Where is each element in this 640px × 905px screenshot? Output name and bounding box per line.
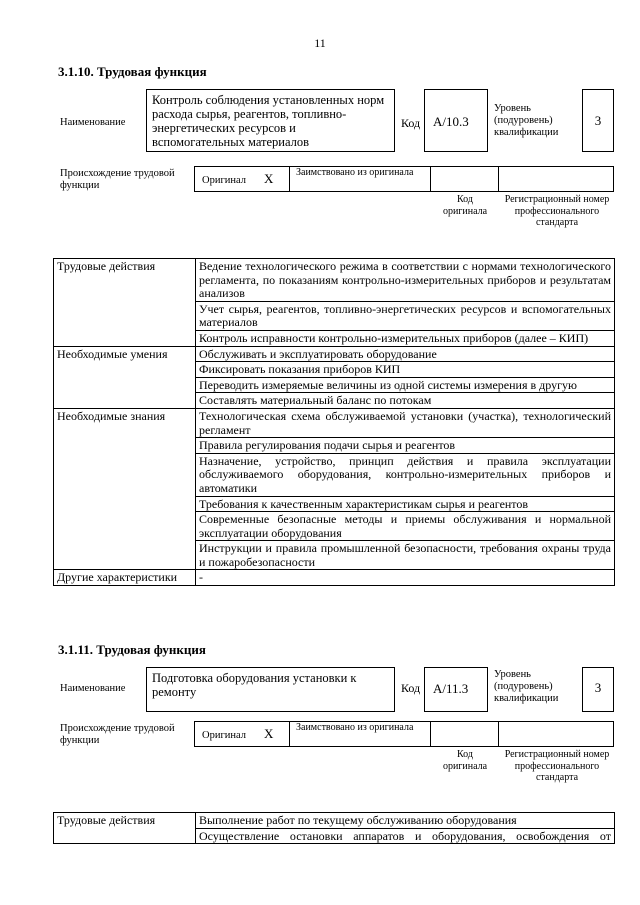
- function-table-3-1-10: [53, 258, 615, 586]
- original-mark: X: [264, 171, 274, 186]
- registration-number-label: Регистрационный номер профессионального стандарта: [504, 749, 610, 783]
- function-table-3-1-11: [53, 812, 615, 844]
- table-cell: Составлять материальный баланс по потокам: [196, 393, 615, 409]
- table-cell: Выполнение работ по текущему обслуживанию оборудования: [196, 813, 615, 829]
- level-value: 3: [594, 680, 602, 695]
- original-code-label: Код оригинала: [442, 749, 488, 772]
- origin-divider: [289, 721, 290, 747]
- original-label: Оригинал: [202, 730, 246, 741]
- category-cell: Трудовые действия: [54, 259, 196, 347]
- table-row: [54, 813, 615, 829]
- table-cell: Осуществление остановки аппаратов и оборудования, освобождения от: [196, 828, 615, 844]
- borrowed-label: Заимствовано из оригинала: [296, 167, 414, 178]
- table-row: [54, 570, 615, 586]
- name-label: Наименование: [60, 683, 126, 694]
- origin-divider: [430, 166, 431, 192]
- section-heading-3-1-11: 3.1.11. Трудовая функция: [58, 642, 206, 657]
- table-cell: Требования к качественным характеристикам сырья и реагентов: [196, 496, 615, 512]
- table-cell: Современные безопасные методы и приемы обслуживания и нормальной эксплуатации оборудования: [196, 512, 615, 541]
- category-cell: Необходимые умения: [54, 346, 196, 408]
- level-value: 3: [594, 113, 602, 128]
- table-cell: Ведение технологического режима в соответствии с нормами технологического регламента, по показаниям контрольно-измерительных приборов и результатам анализов: [196, 259, 615, 302]
- category-cell: Другие характеристики: [54, 570, 196, 586]
- qualification-level-label: Уровень (подуровень) квалификации: [494, 669, 559, 704]
- table-cell: -: [196, 570, 615, 586]
- origin-label: Происхождение трудовой функции: [60, 723, 175, 746]
- table-cell: Обслуживать и эксплуатировать оборудование: [196, 346, 615, 362]
- code-value: А/10.3: [433, 114, 469, 129]
- table-cell: Учет сырья, реагентов, топливно-энергетических ресурсов и вспомогательных материалов: [196, 301, 615, 330]
- table-cell: Контроль исправности контрольно-измерительных приборов (далее – КИП): [196, 330, 615, 346]
- category-cell: Необходимые знания: [54, 408, 196, 570]
- section-heading-3-1-10: 3.1.10. Трудовая функция: [58, 64, 207, 79]
- level-box: [582, 667, 614, 712]
- category-cell: Трудовые действия: [54, 813, 196, 844]
- code-value: А/11.3: [433, 681, 469, 696]
- table-cell: Правила регулирования подачи сырья и реагентов: [196, 438, 615, 454]
- borrowed-label: Заимствовано из оригинала: [296, 722, 414, 733]
- code-box: [424, 667, 488, 712]
- table-row: [54, 408, 615, 437]
- original-mark: X: [264, 726, 274, 741]
- origin-label: Происхождение трудовой функции: [60, 168, 175, 191]
- table-cell: Инструкции и правила промышленной безопасности, требования охраны труда и пожаробезопасности: [196, 541, 615, 570]
- function-name-box: [146, 89, 395, 152]
- code-label: Код: [401, 116, 421, 130]
- name-label: Наименование: [60, 117, 126, 128]
- origin-divider: [498, 166, 499, 192]
- original-label: Оригинал: [202, 175, 246, 186]
- level-box: [582, 89, 614, 152]
- table-cell: Технологическая схема обслуживаемой установки (участка), технологический регламент: [196, 408, 615, 437]
- function-name-value: Контроль соблюдения установленных норм расхода сырья, реагентов, топливно-энергетических ресурсов и вспомогательных материалов: [152, 93, 385, 149]
- function-name-box: [146, 667, 395, 712]
- qualification-level-label: Уровень (подуровень) квалификации: [494, 103, 559, 138]
- origin-divider: [498, 721, 499, 747]
- original-code-label: Код оригинала: [442, 194, 488, 217]
- code-label: Код: [401, 681, 421, 695]
- table-row: [54, 346, 615, 362]
- table-cell: Назначение, устройство, принцип действия и правила эксплуатации обслуживаемого оборудования, контрольно-измерительных приборов и автоматики: [196, 453, 615, 496]
- registration-number-label: Регистрационный номер профессионального стандарта: [504, 194, 610, 228]
- table-cell: Фиксировать показания приборов КИП: [196, 362, 615, 378]
- origin-divider: [289, 166, 290, 192]
- origin-divider: [430, 721, 431, 747]
- function-name-value: Подготовка оборудования установки к ремонту: [152, 671, 357, 699]
- code-box: [424, 89, 488, 152]
- page-number: 11: [314, 36, 326, 50]
- table-row: [54, 259, 615, 302]
- table-cell: Переводить измеряемые величины из одной системы измерения в другую: [196, 377, 615, 393]
